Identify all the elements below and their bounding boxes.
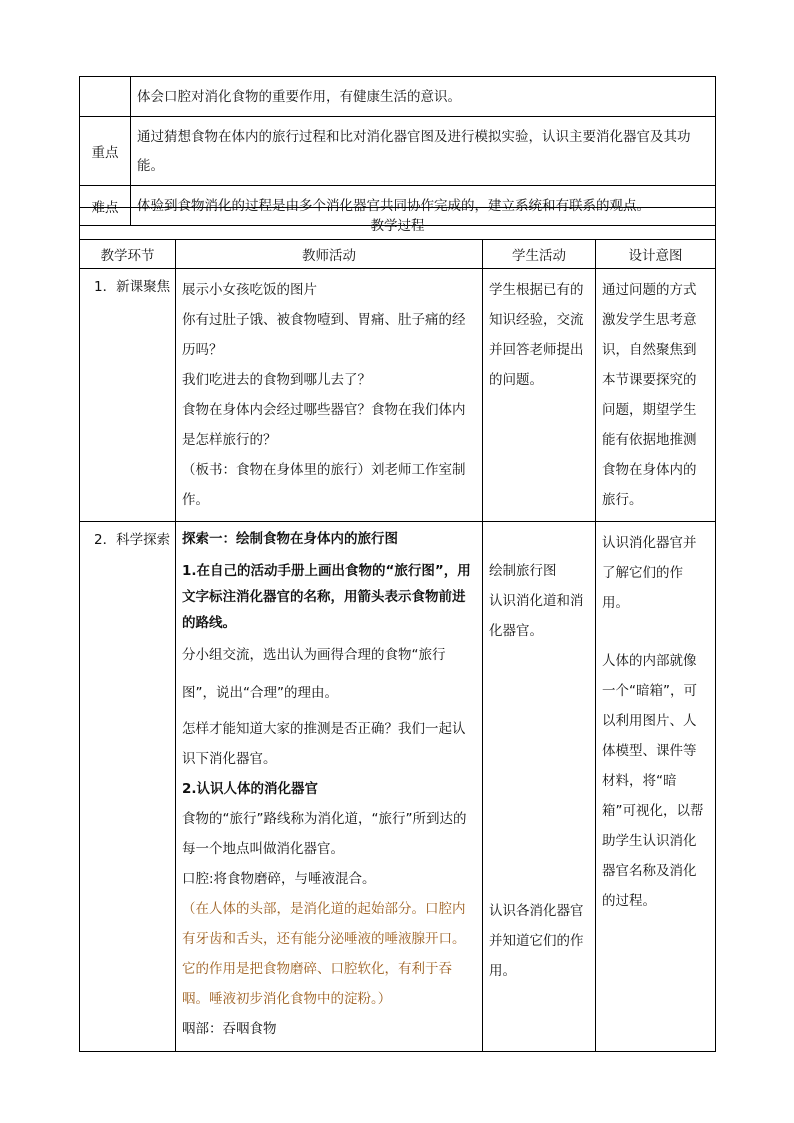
text-line: 口腔:将食物磨碎，与唾液混合。: [182, 871, 376, 887]
step-title: 2.认识人体的消化器官: [182, 781, 319, 797]
table-row: [80, 522, 716, 1052]
student-activity: 学生根据已有的知识经验，交流并回答老师提出的问题。: [483, 269, 596, 522]
process-title: 教学过程: [80, 208, 716, 240]
text-line: 咽部：吞咽食物: [182, 1021, 277, 1037]
design-intent: [596, 522, 716, 1052]
header-row: [80, 240, 716, 269]
text-line: 分小组交流，选出认为画得合理的食物“旅行: [182, 647, 446, 663]
objective-row: [80, 77, 716, 117]
table-row: [80, 269, 716, 522]
header-stage: 教学环节: [80, 240, 176, 269]
teacher-activity: [176, 522, 483, 1052]
text-line: 认识各消化器官并知道它们的作用。: [489, 903, 584, 979]
organ-note: （在人体的头部，是消化道的起始部分。口腔内有牙齿和舌头，还有能分泌唾液的唾液腺开口。它的作用是把食物磨碎、口腔软化，有利于吞咽。唾液初步消化食物中的淀粉。）: [182, 901, 466, 1007]
header-student: 学生活动: [483, 240, 596, 269]
objectives-table: [79, 76, 716, 226]
header-intent: 设计意图: [596, 240, 716, 269]
step-title: 1.在自己的活动手册上画出食物的“旅行图”，用文字标注消化器官的名称，用箭头表示食物前进的路线。: [182, 563, 471, 631]
row-label: [80, 77, 131, 117]
text-line: 食物在身体内会经过哪些器官？食物在我们体内是怎样旅行的？: [182, 402, 466, 448]
teacher-activity: [176, 269, 483, 522]
text-line: 认识消化道和消化器官。: [489, 593, 584, 639]
key-points-row: [80, 117, 716, 186]
section-label: 1．新课聚焦: [80, 269, 176, 522]
explore-title: 探索一：绘制食物在身体内的旅行图: [182, 531, 398, 547]
header-teacher: 教师活动: [176, 240, 483, 269]
text-line: 认识消化器官并了解它们的作用。: [602, 535, 697, 611]
row-label: 难点: [80, 186, 131, 226]
key-points-text: 通过猜想食物在体内的旅行过程和比对消化器官图及进行模拟实验，认识主要消化器官及其功能。: [131, 117, 716, 186]
text-line: 怎样才能知道大家的推测是否正确？我们一起认识下消化器官。: [182, 721, 466, 767]
design-intent: 通过问题的方式激发学生思考意识，自然聚焦到本节课要探究的问题，期望学生能有依据地推测食物在身体内的旅行。: [596, 269, 716, 522]
row-label: 重点: [80, 117, 131, 186]
difficulties-text: 体验到食物消化的过程是由多个消化器官共同协作完成的，建立系统和有联系的观点。: [131, 186, 716, 226]
text-line: 展示小女孩吃饭的图片: [182, 282, 317, 298]
text-line: 你有过肚子饿、被食物噎到、胃痛、肚子痛的经历吗？: [182, 312, 466, 358]
section-label: 2．科学探索: [80, 522, 176, 1052]
objective-text: 体会口腔对消化食物的重要作用，有健康生活的意识。: [131, 77, 716, 117]
text-line: 食物的“旅行”路线称为消化道，“旅行”所到达的每一个地点叫做消化器官。: [182, 811, 467, 857]
text-line: （板书：食物在身体里的旅行）刘老师工作室制作。: [182, 462, 466, 508]
text-line: 人体的内部就像一个“暗箱”，可以利用图片、人体模型、课件等材料，将“暗箱”可视化，以帮助学生认识消化器官名称及消化的过程。: [602, 653, 704, 909]
text-line: 绘制旅行图: [489, 563, 557, 579]
text-line: 我们吃进去的食物到哪儿去了？: [182, 372, 371, 388]
text-line: 图”，说出“合理”的理由。: [182, 685, 338, 701]
process-table: [79, 207, 716, 1052]
student-activity: [483, 522, 596, 1052]
